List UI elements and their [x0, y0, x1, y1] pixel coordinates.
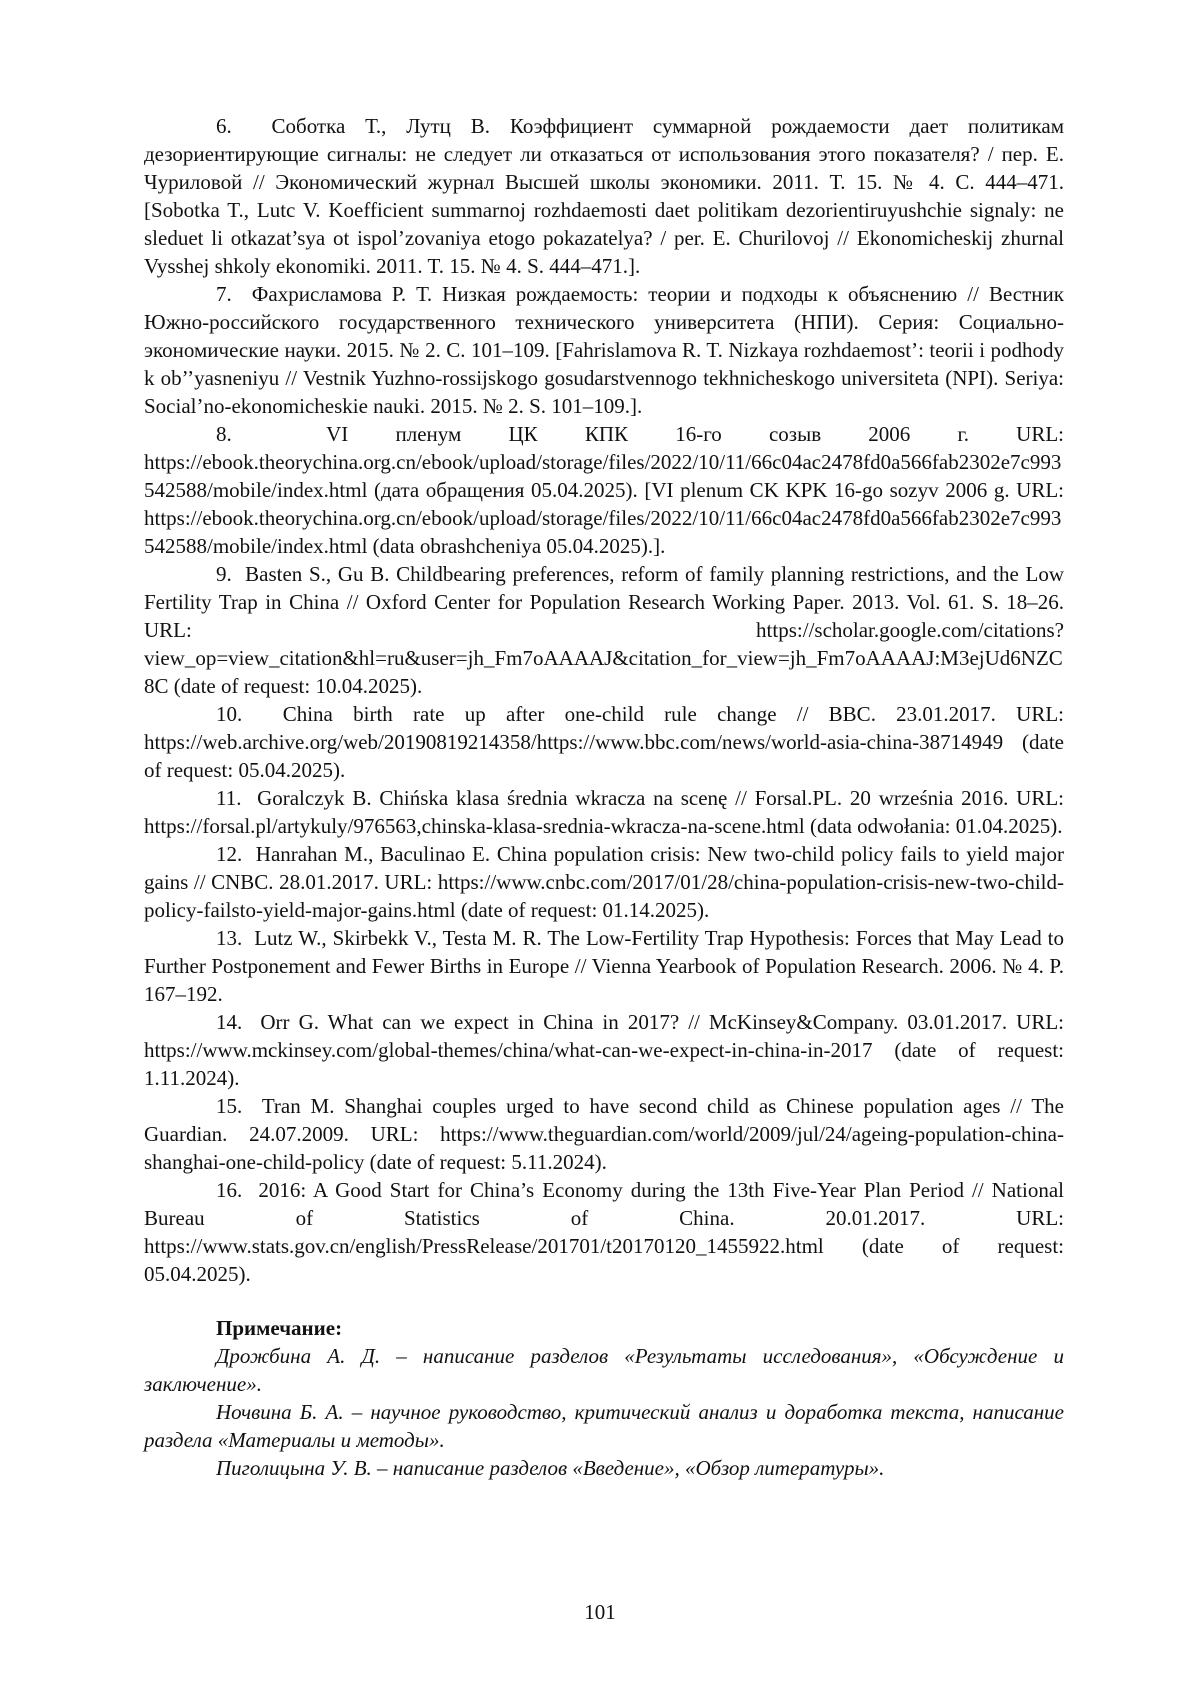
- reference-item: [144, 784, 1064, 840]
- reference-number: 14.: [216, 1010, 243, 1034]
- reference-number: 6.: [216, 114, 232, 138]
- reference-text: Tran M. Shanghai couples urged to have second child as Chinese population ages // The Guardian. 24.07.2009. URL: https://www.theguardian.com/world/2009/jul/24/ageing-population-china-shanghai-one-child-policy (date of request: 5.11.2024).: [144, 1094, 1064, 1174]
- reference-number: 13.: [216, 926, 243, 950]
- reference-text: Orr G. What can we expect in China in 2017? // McKinsey&Company. 03.01.2017. URL: https://www.mckinsey.com/global-themes/china/what-can-we-expect-in-china-in-2017 (date of request: 1.11.2024).: [144, 1010, 1064, 1090]
- reference-number: 16.: [216, 1178, 243, 1202]
- reference-number: 12.: [216, 842, 243, 866]
- reference-number: 10.: [216, 702, 243, 726]
- note-section: [144, 1314, 1064, 1482]
- reference-text: VI пленум ЦК КПК 16-го созыв 2006 г. URL: https://ebook.theorychina.org.cn/ebook/upload/storage/files/2022/10/11/66c04ac2478fd0a566fab2302e7c993542588/mobile/index.html (дата обращения 05.04.2025). [VI plenum CK KPK 16-go sozyv 2006 g. URL: https://ebook.theorychina.org.cn/ebook/upload/storage/files/2022/10/11/66c04ac2478fd0a566fab2302e7c993542588/mobile/index.html (data obrashcheniya 05.04.2025).].: [144, 422, 1065, 558]
- reference-text: Фахрисламова Р. Т. Низкая рождаемость: теории и подходы к объяснению // Вестник Южно-российского государственного технического университета (НПИ). Серия: Социально-экономические науки. 2015. № 2. С. 101–109. [Fahrislamova R. T. Nizkaya rozhdaemost’: teorii i podhody k ob’’yasneniyu // Vestnik Yuzhno-rossijskogo gosudarstvennogo tekhnicheskogo universiteta (NPI). Seriya: Social’no-ekonomicheskie nauki. 2015. № 2. S. 101–109.].: [144, 282, 1064, 418]
- reference-item: [144, 840, 1064, 924]
- reference-text: Goralczyk B. Chińska klasa średnia wkracza na scenę // Forsal.PL. 20 września 2016. URL: https://forsal.pl/artykuly/976563,chinska-klasa-srednia-wkracza-na-scene.html (data odwołania: 01.04.2025).: [144, 786, 1065, 838]
- reference-item: [144, 560, 1064, 700]
- reference-number: 8.: [216, 422, 232, 446]
- reference-number: 9.: [216, 562, 232, 586]
- reference-text: Соботка Т., Лутц В. Коэффициент суммарной рождаемости дает политикам дезориентирующие сигналы: не следует ли отказаться от использования этого показателя? / пер. Е. Чуриловой // Экономический журнал Высшей школы экономики. 2011. Т. 15. № 4. С. 444–471. [Sobotka T., Lutc V. Koefficient summarnoj rozhdaemosti daet politikam dezorientiruyushchie signaly: ne sleduet li otkazat’sya ot ispol’zovaniya etogo pokazatelya? / per. E. Churilovoj // Ekonomicheskij zhurnal Vysshej shkoly ekonomiki. 2011. T. 15. № 4. S. 444–471.].: [144, 114, 1064, 278]
- reference-number: 7.: [216, 282, 232, 306]
- reference-text: 2016: A Good Start for China’s Economy during the 13th Five-Year Plan Period // National Bureau of Statistics of China. 20.01.2017. URL: https://www.stats.gov.cn/english/PressRelease/201701/t20170120_1455922.html (date of request: 05.04.2025).: [144, 1178, 1064, 1286]
- page-number: 101: [584, 1600, 616, 1624]
- reference-item: [144, 112, 1064, 280]
- note-item: Дрожбина А. Д. – написание разделов «Результаты исследования», «Обсуждение и заключение».: [144, 1344, 1064, 1396]
- reference-text: Basten S., Gu B. Childbearing preferences, reform of family planning restrictions, and the Low Fertility Trap in China // Oxford Center for Population Research Working Paper. 2013. Vol. 61. S. 18–26. URL: https://scholar.google.com/citations?view_op=view_citation&hl=ru&user=jh_Fm7oAAAAJ&citation_for_view=jh_Fm7oAAAAJ:M3ejUd6NZC8C (date of request: 10.04.2025).: [144, 562, 1065, 698]
- reference-item: [144, 1092, 1064, 1176]
- page-content: [144, 112, 1064, 1482]
- reference-item: [144, 924, 1064, 1008]
- reference-item: [144, 280, 1064, 420]
- reference-item: [144, 1176, 1064, 1288]
- reference-number: 11.: [216, 786, 242, 810]
- reference-text: China birth rate up after one-child rule change // BBC. 23.01.2017. URL: https://web.archive.org/web/20190819214358/https://www.bbc.com/news/world-asia-china-38714949 (date of request: 05.04.2025).: [144, 702, 1064, 782]
- reference-item: [144, 420, 1064, 560]
- reference-item: [144, 700, 1064, 784]
- reference-list: [144, 112, 1064, 1288]
- note-title: Примечание:: [216, 1316, 343, 1340]
- reference-number: 15.: [216, 1094, 243, 1118]
- note-item: Ночвина Б. А. – научное руководство, критический анализ и доработка текста, написание раздела «Материалы и методы».: [144, 1400, 1064, 1452]
- reference-text: Hanrahan M., Baculinao E. China population crisis: New two-child policy fails to yield major gains // CNBC. 28.01.2017. URL: https://www.cnbc.com/2017/01/28/china-population-crisis-new-two-child-policy-failsto-yield-major-gains.html (date of request: 01.14.2025).: [144, 842, 1065, 922]
- reference-text: Lutz W., Skirbekk V., Testa M. R. The Low-Fertility Trap Hypothesis: Forces that May Lead to Further Postponement and Fewer Births in Europe // Vienna Yearbook of Population Research. 2006. № 4. P. 167–192.: [144, 926, 1065, 1006]
- reference-item: [144, 1008, 1064, 1092]
- note-item: Пиголицына У. В. – написание разделов «Введение», «Обзор литературы».: [216, 1456, 885, 1480]
